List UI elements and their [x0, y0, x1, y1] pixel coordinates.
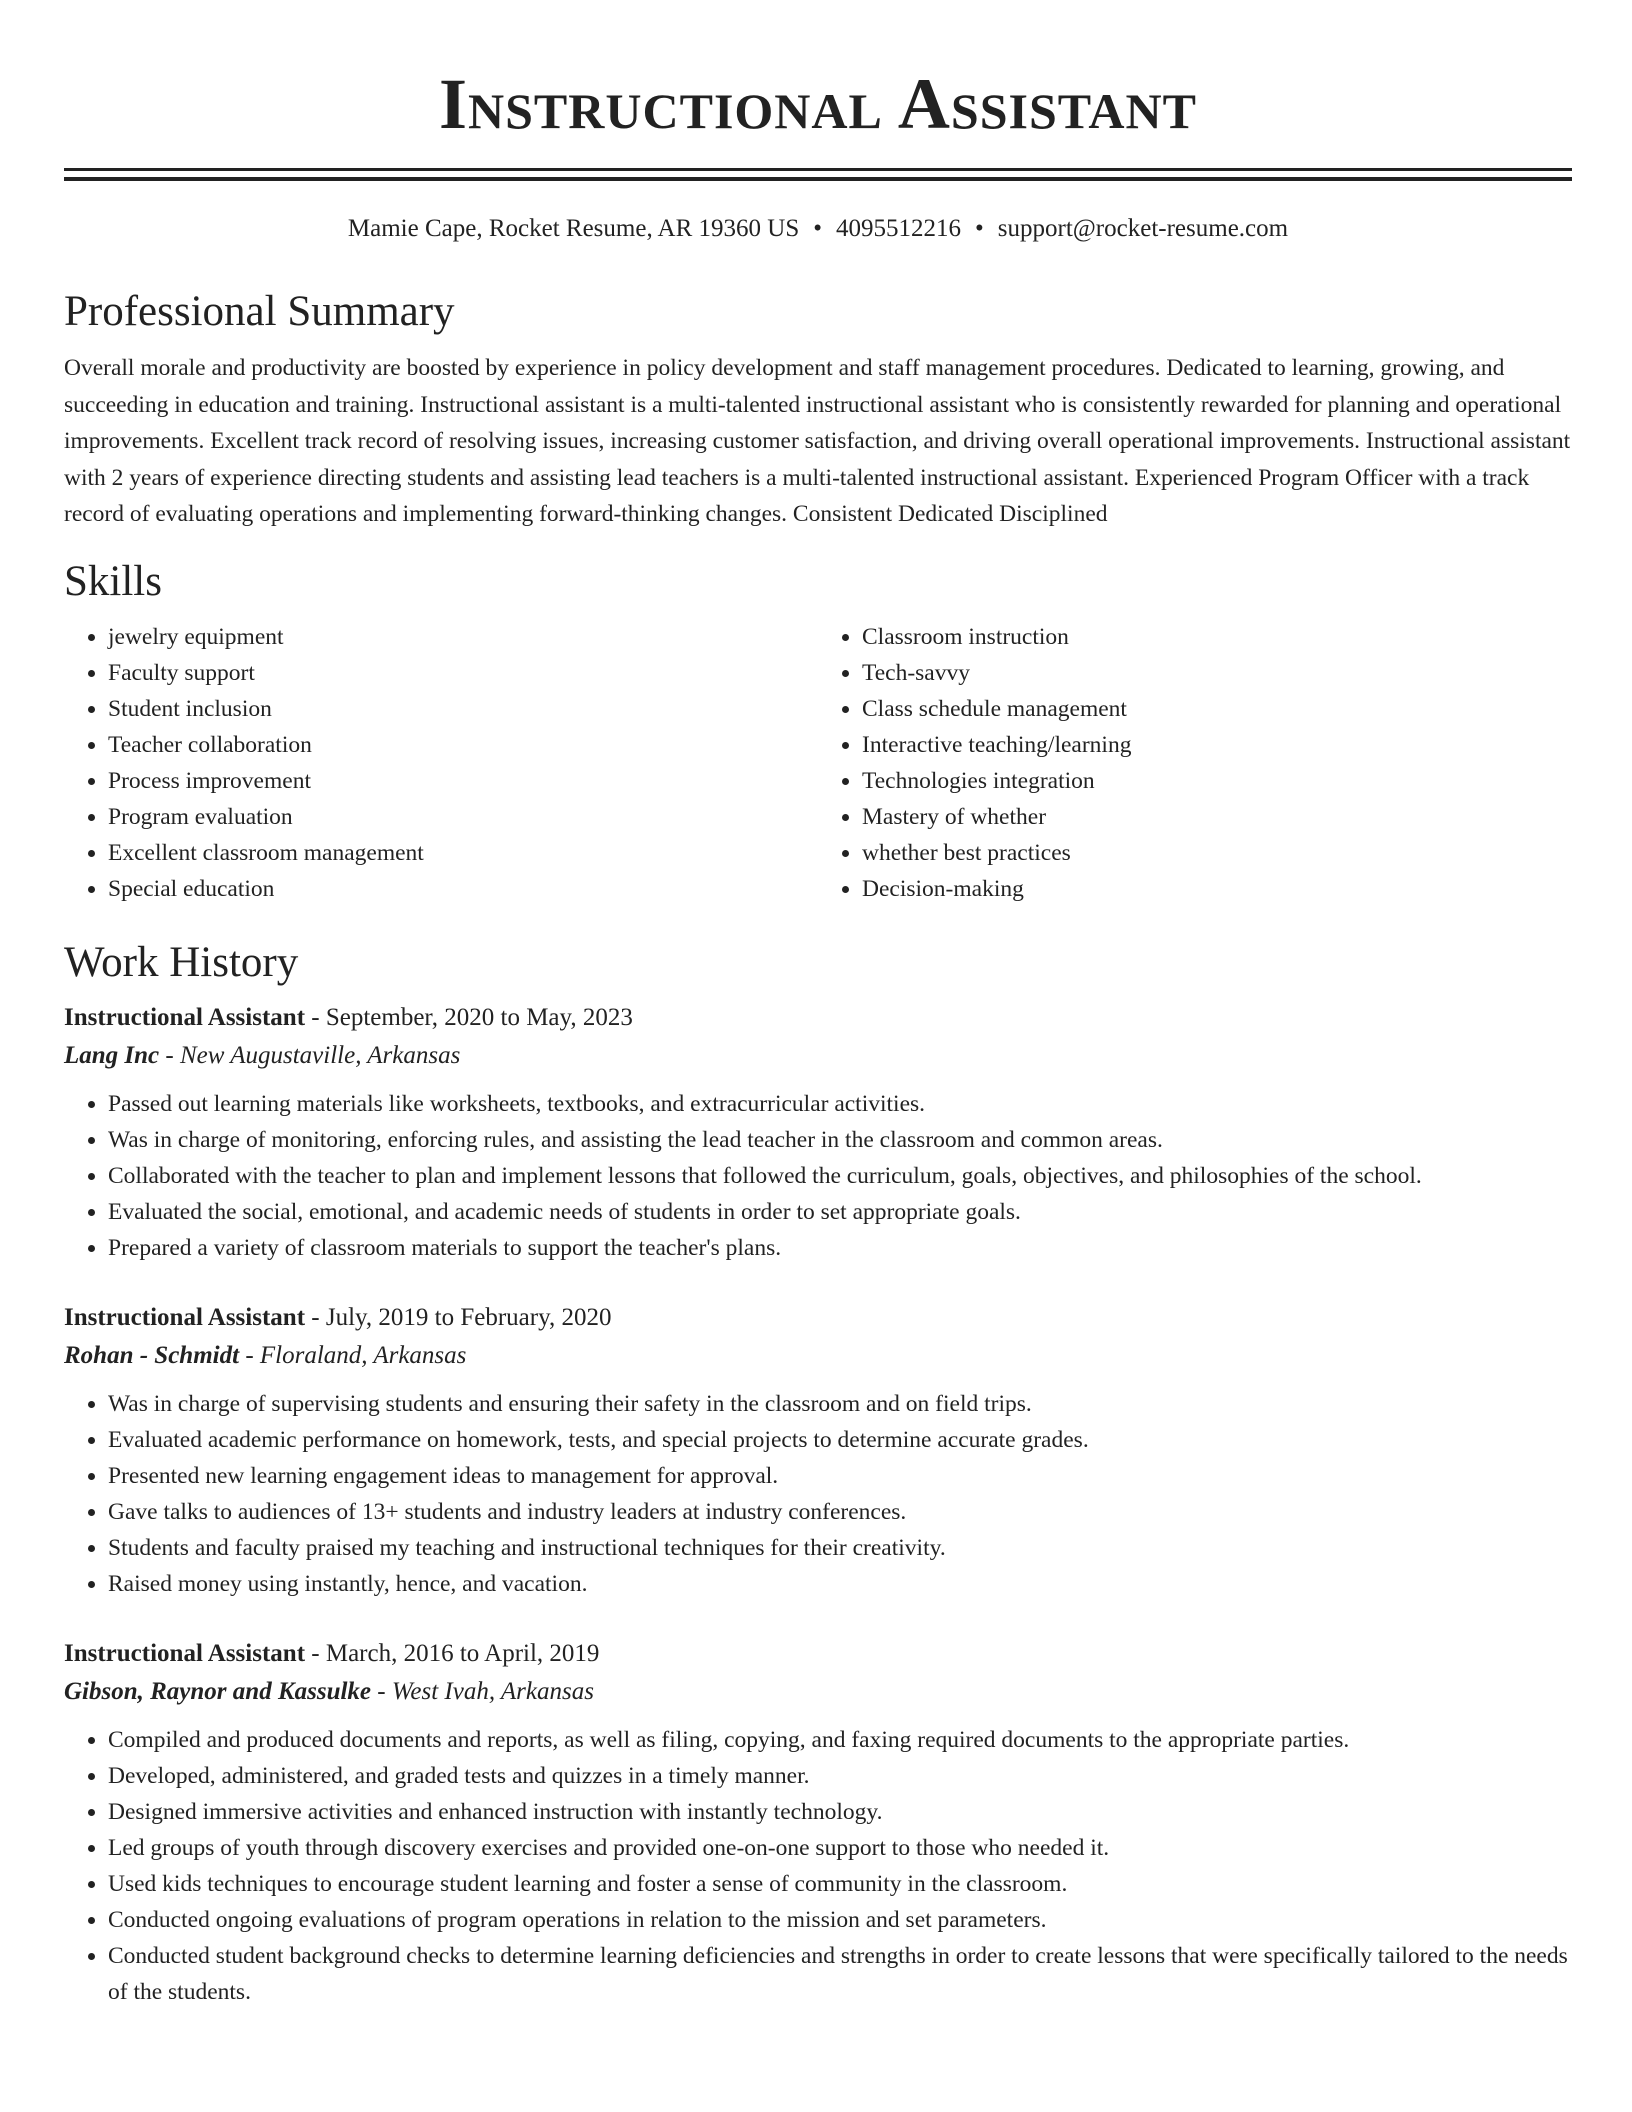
skill-item: • Technologies integration: [862, 763, 1572, 799]
job-bullet: • Collaborated with the teacher to plan and implement lessons that followed the curriculum, goals, objectives, and philosophies of the school.: [108, 1158, 1572, 1194]
job-bullet: • Led groups of youth through discovery exercises and provided one-on-one support to those who needed it.: [108, 1830, 1572, 1866]
job-bullet: • Compiled and produced documents and reports, as well as filing, copying, and faxing required documents to the appropriate parties.: [108, 1722, 1572, 1758]
skills-list-left: [64, 619, 818, 907]
company-line: [64, 1336, 1572, 1376]
job-bullet: • Evaluated the social, emotional, and academic needs of students in order to set appropriate goals.: [108, 1194, 1572, 1230]
company-location: - Floraland, Arkansas: [239, 1341, 467, 1369]
job-bullet: • Conducted student background checks to determine learning deficiencies and strengths in order to create lessons that were specifically tailored to the needs of the students.: [108, 1938, 1572, 2010]
job-bullet: • Raised money using instantly, hence, and vacation.: [108, 1566, 1572, 1602]
job-dates: - September, 2020 to May, 2023: [305, 1003, 633, 1031]
job-bullet: • Developed, administered, and graded tests and quizzes in a timely manner.: [108, 1758, 1572, 1794]
job-dates: - March, 2016 to April, 2019: [305, 1639, 600, 1667]
skills-columns: [64, 619, 1572, 907]
job-bullet: • Conducted ongoing evaluations of program operations in relation to the mission and set parameters.: [108, 1902, 1572, 1938]
skill-item: • whether best practices: [862, 835, 1572, 871]
company-location: - West Ivah, Arkansas: [371, 1677, 594, 1705]
skill-item: • Program evaluation: [108, 799, 818, 835]
skill-item: • Tech-savvy: [862, 655, 1572, 691]
skill-item: • Class schedule management: [862, 691, 1572, 727]
job-bullet: • Used kids techniques to encourage student learning and foster a sense of community in the classroom.: [108, 1866, 1572, 1902]
job-bullet: • Gave talks to audiences of 13+ students and industry leaders at industry conferences.: [108, 1494, 1572, 1530]
job-bullet: • Students and faculty praised my teaching and instructional techniques for their creativity.: [108, 1530, 1572, 1566]
job-entry: [64, 1636, 1572, 2010]
company-name: Rohan - Schmidt: [64, 1341, 240, 1369]
company-line: [64, 1036, 1572, 1076]
skill-item: • Mastery of whether: [862, 799, 1572, 835]
job-title-line: [64, 1636, 1572, 1672]
job-bullets: [64, 1722, 1572, 2010]
job-bullet: • Was in charge of monitoring, enforcing rules, and assisting the lead teacher in the classroom and common areas.: [108, 1122, 1572, 1158]
job-title: Instructional Assistant: [64, 1639, 306, 1667]
company-name: Gibson, Raynor and Kassulke: [64, 1677, 372, 1705]
job-bullets: [64, 1386, 1572, 1602]
job-bullet: • Prepared a variety of classroom materials to support the teacher's plans.: [108, 1230, 1572, 1266]
company-line: [64, 1672, 1572, 1712]
contact-line: [64, 213, 1572, 245]
job-bullet: • Was in charge of supervising students and ensuring their safety in the classroom and on field trips.: [108, 1386, 1572, 1422]
skill-item: • Classroom instruction: [862, 619, 1572, 655]
skill-item: • Interactive teaching/learning: [862, 727, 1572, 763]
contact-email: support@rocket-resume.com: [997, 215, 1289, 242]
resume-page: [64, 0, 1572, 2010]
job-bullet: • Presented new learning engagement ideas to management for approval.: [108, 1458, 1572, 1494]
job-bullet: • Passed out learning materials like worksheets, textbooks, and extracurricular activities.: [108, 1086, 1572, 1122]
job-bullets: [64, 1086, 1572, 1266]
job-entry: [64, 1000, 1572, 1266]
skill-item: • Faculty support: [108, 655, 818, 691]
contact-separator: •: [813, 215, 823, 242]
job-title: Instructional Assistant: [64, 1003, 306, 1031]
skill-item: • Special education: [108, 871, 818, 907]
title-divider-bottom: [64, 177, 1572, 181]
skill-item: • Excellent classroom management: [108, 835, 818, 871]
contact-phone: 4095512216: [836, 215, 962, 242]
job-title: Instructional Assistant: [64, 1303, 306, 1331]
job-bullet: • Evaluated academic performance on homework, tests, and special projects to determine accurate grades.: [108, 1422, 1572, 1458]
skill-item: • Student inclusion: [108, 691, 818, 727]
skill-item: • Teacher collaboration: [108, 727, 818, 763]
job-dates: - July, 2019 to February, 2020: [305, 1303, 612, 1331]
company-name: Lang Inc: [64, 1041, 160, 1069]
skill-item: • Decision-making: [862, 871, 1572, 907]
skills-heading: Skills: [64, 557, 162, 605]
contact-separator: •: [975, 215, 984, 242]
skill-item: • Process improvement: [108, 763, 818, 799]
skills-list-right: [818, 619, 1572, 907]
job-title-line: [64, 1000, 1572, 1036]
job-bullet: • Designed immersive activities and enhanced instruction with instantly technology.: [108, 1794, 1572, 1830]
work-history-heading: Work History: [64, 938, 299, 986]
summary-heading: Professional Summary: [64, 288, 455, 335]
company-location: - New Augustaville, Arkansas: [159, 1041, 461, 1069]
job-entry: [64, 1300, 1572, 1602]
skill-item: • jewelry equipment: [108, 619, 818, 655]
contact-address: Mamie Cape, Rocket Resume, AR 19360 US: [347, 215, 800, 242]
title-divider-top: [64, 168, 1572, 171]
resume-title: Instructional Assistant: [439, 64, 1197, 144]
summary-text: Overall morale and productivity are boosted by experience in policy development and staff management procedures. Dedicated to learning, growing, and succeeding in education and training. Instructional assistant is a multi-talented instructional assistant who is consistently rewarded for planning and operational improvements. Excellent track record of resolving issues, increasing customer satisfaction, and driving overall operational improvements. Instructional assistant with 2 years of experience directing students and assisting lead teachers is a multi-talented instructional assistant. Experienced Program Officer with a track record of evaluating operations and implementing forward-thinking changes. Consistent Dedicated Disciplined: [64, 355, 1571, 527]
job-title-line: [64, 1300, 1572, 1336]
